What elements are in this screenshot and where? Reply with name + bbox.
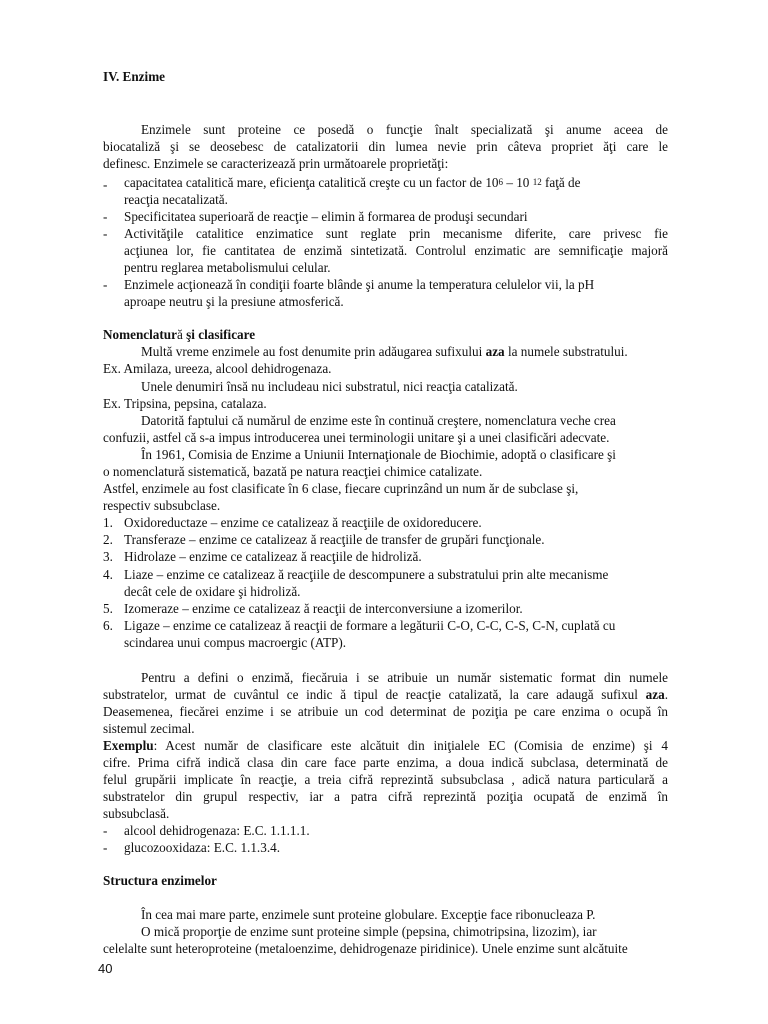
structura-line-1: În cea mai mare parte, enzimele sunt proteine globulare. Excepţie face ribonucleaza P. <box>141 907 596 922</box>
definire-line-6: cifre. Prima cifră indică clasa din care face parte enzima, a doua indică subclasa, determinată de <box>103 755 668 770</box>
intro-line-2: biocataliză şi se deosebesc de catalizatorii din lumea nevie prin câteva propriet ăţi care le <box>103 139 668 154</box>
class-4-text-a: Liaze – enzime ce catalizeaz ă reacţiile de descompunere a substratului prin alte mecanisme <box>124 567 609 582</box>
list-bullet: - <box>103 209 108 224</box>
structura-line-2: O mică proporţie de enzime sunt proteine simple (pepsina, chimotripsina, lizozim), iar <box>141 924 597 939</box>
definire-line-3: Deasemenea, fiecărei enzime i se atribuie un cod determinat de poziţia pe care enzima o ocupă în <box>103 704 668 719</box>
example-1: alcool dehidrogenaza: E.C. 1.1.1.1. <box>124 823 310 838</box>
nomenclatura-line-1 <box>141 343 628 360</box>
class-2-number: 2. <box>103 532 113 547</box>
class-6-text-b: scindarea unui compus macroergic (ATP). <box>124 635 347 650</box>
list-bullet: - <box>103 277 108 292</box>
class-5-text: Izomeraze – enzime ce catalizeaz ă reacţii de interconversiune a izomerilor. <box>124 601 523 616</box>
text-b: la numele substratului. <box>504 344 628 359</box>
class-1-number: 1. <box>103 515 113 530</box>
class-2-text: Transferaze – enzime ce catalizeaz ă reacţiile de transfer de grupări funcţionale. <box>124 532 545 547</box>
exemplu-label: Exemplu <box>103 738 154 753</box>
text-a: Multă vreme enzimele au fost denumite prin adăugarea sufixului <box>141 344 486 359</box>
property-1-line-1 <box>124 174 581 191</box>
definire-line-4: sistemul zecimal. <box>103 721 195 736</box>
class-5-number: 5. <box>103 601 113 616</box>
property-1-text-a: capacitatea catalitică mare, eficienţa catalitică creşte cu un factor de 10 <box>124 175 499 190</box>
class-1-text: Oxidoreductaze – enzime ce catalizeaz ă reacţiile de oxidoreducere. <box>124 515 482 530</box>
property-1-text-b: – 10 <box>503 175 533 190</box>
list-bullet: - <box>103 177 108 192</box>
class-3-number: 3. <box>103 549 113 564</box>
property-4-line-2: aproape neutru şi la presiune atmosferică. <box>124 294 344 309</box>
class-4-number: 4. <box>103 567 113 582</box>
list-bullet: - <box>103 226 108 241</box>
nomenclatura-line-3: Unele denumiri însă nu includeau nici substratul, nici reacţia catalizată. <box>141 379 518 394</box>
property-4-line-1: Enzimele acţionează în condiţii foarte blânde şi anume la temperatura celulelor vii, la pH <box>124 277 595 292</box>
text-a: substratelor, urmat de cuvântul ce indic ă tipul de reacţie catalizată, la care adaugă sufixul <box>103 687 646 702</box>
heading-part-c: şi clasificare <box>186 327 256 342</box>
definire-line-1: Pentru a defini o enzimă, fiecăruia i se atribuie un număr sistematic format din numele <box>141 670 668 685</box>
class-6-text-a: Ligaze – enzime ce catalizeaz ă reacţii de formare a legăturii C-O, C-C, C-S, C-N, cuplată cu <box>124 618 616 633</box>
definire-line-8: substratelor din grupul respectiv, iar a patra cifră reprezintă poziţia ocupată de enzimă în <box>103 789 668 804</box>
exponent-12: 12 <box>532 177 542 187</box>
intro-line-1: Enzimele sunt proteine ce posedă o funcţie înalt specializată şi anume aceea de <box>141 122 668 137</box>
heading-part-b: ă <box>176 327 187 342</box>
nomenclatura-line-6: confuzii, astfel că s-a impus introducerea unei terminologii unitare şi a unei clasificări adecvate. <box>103 430 610 445</box>
structura-heading: Structura enzimelor <box>103 873 217 888</box>
nomenclatura-line-2: Ex. Amilaza, ureeza, alcool dehidrogenaza. <box>103 361 332 376</box>
property-3-line-1: Activităţile catalitice enzimatice sunt reglate prin mecanisme diferite, care privesc fie <box>124 226 668 241</box>
property-2: Specificitatea superioară de reacţie – elimin ă formarea de produşi secundari <box>124 209 528 224</box>
heading-part-a: Nomenclatur <box>103 327 177 342</box>
property-3-line-3: pentru reglarea metabolismului celular. <box>124 260 331 275</box>
property-1-line-2: reacţia necatalizată. <box>124 192 228 207</box>
definire-line-5 <box>103 737 668 754</box>
class-4-text-b: decât cele de oxidare şi hidroliză. <box>124 584 301 599</box>
class-3-text: Hidrolaze – enzime ce catalizeaz ă reacţiile de hidroliză. <box>124 549 422 564</box>
section-title: IV. Enzime <box>103 69 166 84</box>
definire-line-9: subsubclasă. <box>103 806 170 821</box>
page-number: 40 <box>98 961 113 976</box>
suffix-aza: aza <box>645 687 665 702</box>
exponent-6: 6 <box>498 177 504 187</box>
intro-line-3: definesc. Enzimele se caracterizează prin următoarele proprietăţi: <box>103 156 449 171</box>
class-6-number: 6. <box>103 618 113 633</box>
definire-line-2 <box>103 686 668 703</box>
suffix-aza: aza <box>485 344 505 359</box>
text-b: : Acest număr de clasificare este alcătuit din iniţialele EC (Comisia de enzime) şi 4 <box>153 738 668 753</box>
structura-line-3: celelalte sunt heteroproteine (metaloenzime, dehidrogenaze piridinice). Unele enzime sunt alcătuite <box>103 941 628 956</box>
example-2: glucozooxidaza: E.C. 1.1.3.4. <box>124 840 281 855</box>
property-1-text-c: faţă de <box>541 175 581 190</box>
list-bullet: - <box>103 823 108 838</box>
nomenclatura-line-9: Astfel, enzimele au fost clasificate în 6 clase, fiecare cuprinzând un num ăr de subclase şi, <box>103 481 579 496</box>
nomenclatura-line-5: Datorită faptului că numărul de enzime este în continuă creştere, nomenclatura veche crea <box>141 413 616 428</box>
definire-line-7: felul grupării implicate în reacţie, a treia cifră reprezintă subsubclasa , adică natura particulară a <box>103 772 668 787</box>
nomenclatura-line-7: În 1961, Comisia de Enzime a Uniunii Internaţionale de Biochimie, adoptă o clasificare şi <box>141 447 616 462</box>
property-3-line-2: acţiunea lor, fie cantitatea de enzimă sintetizată. Controlul enzimatic are semnificaţie majoră <box>124 243 668 258</box>
text-b: . <box>664 687 668 702</box>
nomenclatura-line-8: o nomenclatură sistematică, bazată pe natura reacţiei chimice catalizate. <box>103 464 483 479</box>
nomenclatura-line-10: respectiv subsubclase. <box>103 498 221 513</box>
nomenclatura-line-4: Ex. Tripsina, pepsina, catalaza. <box>103 396 267 411</box>
nomenclatura-heading <box>103 326 255 343</box>
list-bullet: - <box>103 840 108 855</box>
